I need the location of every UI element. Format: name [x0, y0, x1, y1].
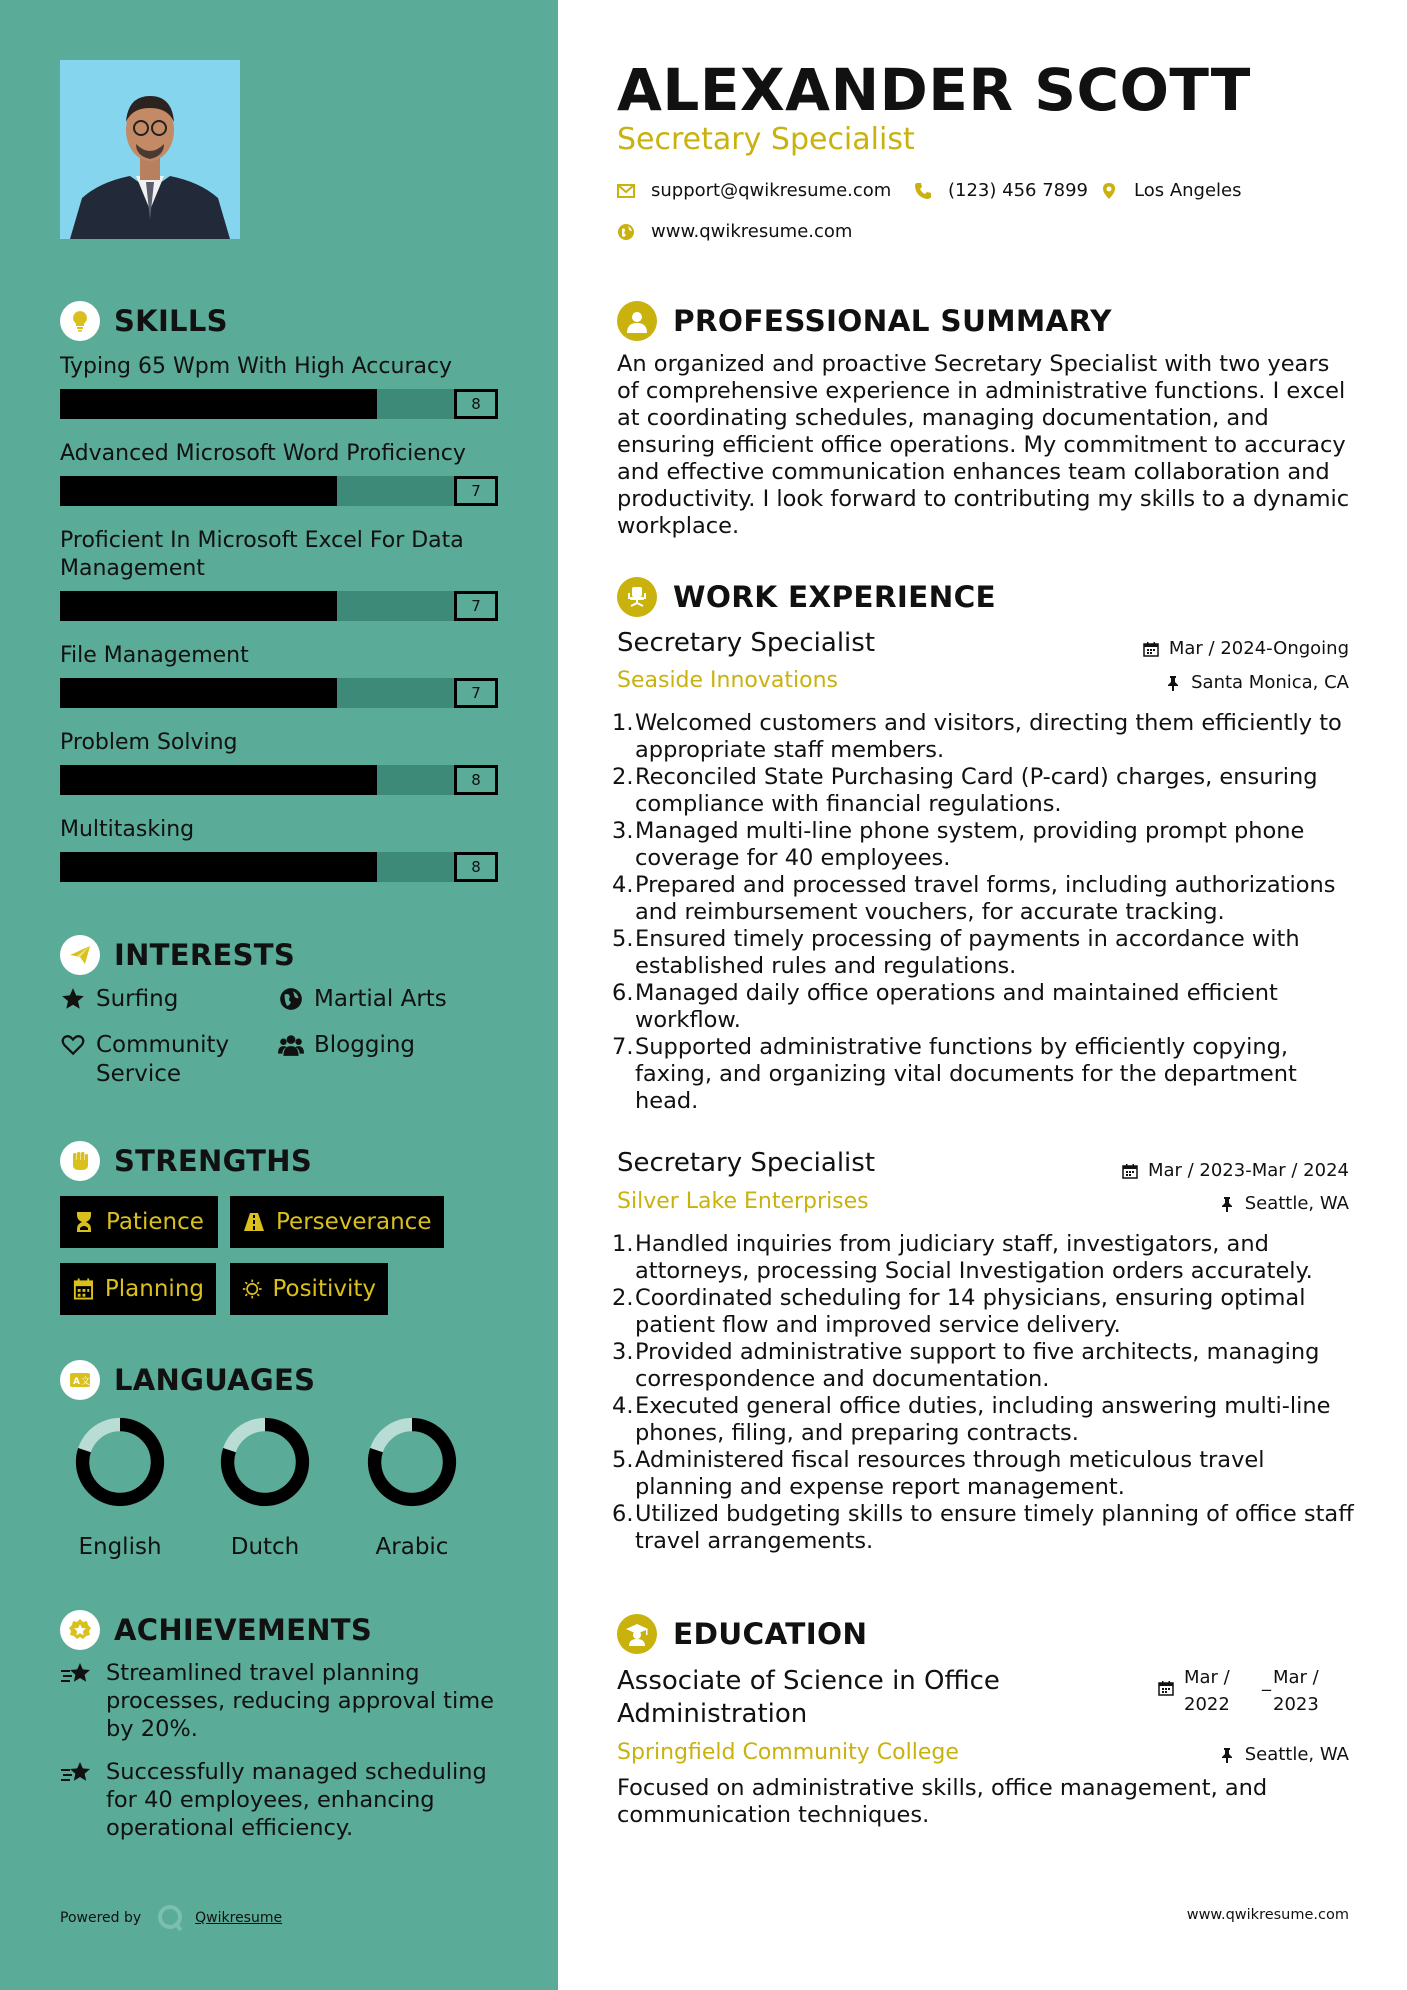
interest-label: Surfing	[96, 986, 179, 1012]
skill-bar-fill	[60, 476, 337, 506]
duty-text: Provided administrative support to five architects, managing correspondence and documentation.	[635, 1339, 1320, 1392]
duty-item: 6. Utilized budgeting skills to ensure timely planning of office staff travel arrangements.	[612, 1501, 1357, 1555]
globe-icon	[617, 223, 635, 241]
skill-item	[60, 527, 500, 621]
job-location	[1219, 1193, 1349, 1214]
skill-item	[60, 353, 500, 419]
paper-plane-icon	[60, 935, 100, 975]
contact-location	[1100, 180, 1242, 201]
lightbulb-icon	[60, 301, 100, 341]
skill-bar-fill	[60, 678, 337, 708]
star-badge-icon	[60, 1610, 100, 1650]
achievement-item	[60, 1659, 510, 1743]
skill-bar	[60, 591, 498, 621]
language-item	[200, 1414, 330, 1560]
duty-item: 6. Managed daily office operations and maintained efficient workflow.	[612, 980, 1357, 1034]
duty-item: 4. Executed general office duties, including answering multi-line phones, filing, and preparing contracts.	[612, 1393, 1357, 1447]
job-location-text: Seattle, WA	[1244, 1193, 1349, 1214]
duty-text: Administered fiscal resources through meticulous travel planning and expense report management.	[635, 1447, 1265, 1500]
summary-heading	[617, 301, 1112, 341]
phone-icon	[914, 182, 932, 200]
globe-icon	[278, 986, 304, 1012]
strength-badge	[230, 1196, 444, 1248]
user-icon	[617, 301, 657, 341]
duty-text: Reconciled State Purchasing Card (P-card) charges, ensuring compliance with financial regulations.	[635, 764, 1318, 817]
heart-outline-icon	[60, 1032, 86, 1058]
job-title: Secretary Specialist	[617, 628, 876, 658]
skill-bar-fill	[60, 389, 377, 419]
strengths-heading	[60, 1141, 312, 1181]
duty-item: 2. Reconciled State Purchasing Card (P-card) charges, ensuring compliance with financial regulations.	[612, 764, 1357, 818]
duty-item: 7. Supported administrative functions by efficiently copying, faxing, and organizing vital documents for the department head.	[612, 1034, 1357, 1115]
achievement-text: Successfully managed scheduling for 40 employees, enhancing operational efficiency.	[106, 1759, 487, 1841]
education-location	[1219, 1744, 1349, 1765]
duty-item: 1. Welcomed customers and visitors, directing them efficiently to appropriate staff members.	[612, 710, 1357, 764]
language-ring	[72, 1414, 168, 1510]
skill-bar	[60, 852, 498, 882]
job-company: Seaside Innovations	[617, 668, 838, 693]
strength-label: Positivity	[272, 1276, 376, 1302]
duty-text: Prepared and processed travel forms, including authorizations and reimbursement vouchers, for accurate tracking.	[635, 872, 1336, 925]
education-date-separator: _	[1262, 1671, 1271, 1692]
education-dates	[1158, 1664, 1323, 1718]
profile-photo-image	[60, 60, 240, 239]
language-name: English	[78, 1534, 162, 1560]
interest-label: Martial Arts	[314, 986, 447, 1012]
svg-text:A: A	[73, 1377, 80, 1387]
skill-item	[60, 440, 500, 506]
skill-score: 8	[454, 852, 498, 882]
road-icon	[242, 1210, 266, 1234]
powered-by	[60, 1903, 282, 1933]
education-heading	[617, 1614, 867, 1654]
skill-bar-fill	[60, 852, 377, 882]
job-duties	[612, 1231, 1357, 1555]
contact-phone[interactable]	[914, 180, 1088, 201]
office-chair-icon	[617, 577, 657, 617]
language-name: Dutch	[230, 1534, 300, 1560]
shooting-star-icon	[60, 1760, 92, 1788]
translate-icon	[60, 1360, 100, 1400]
skill-bar	[60, 389, 498, 419]
strength-label: Patience	[106, 1209, 204, 1235]
job-dates-text: Mar / 2023-Mar / 2024	[1147, 1160, 1349, 1181]
experience-title: WORK EXPERIENCE	[673, 580, 996, 614]
language-name: Arabic	[375, 1534, 449, 1560]
achievements-heading	[60, 1610, 372, 1650]
envelope-icon	[617, 182, 635, 200]
calendar-icon	[72, 1277, 95, 1301]
strength-badge	[60, 1196, 218, 1248]
fist-icon	[60, 1141, 100, 1181]
contact-website[interactable]	[617, 221, 852, 242]
interest-label: Blogging	[314, 1032, 416, 1058]
education-start: Mar / 2022	[1184, 1667, 1230, 1715]
hourglass-icon	[72, 1210, 96, 1234]
languages-heading	[60, 1360, 315, 1400]
skill-name: Multitasking	[60, 817, 195, 842]
contact-email[interactable]	[617, 180, 891, 201]
interest-item	[60, 985, 178, 1014]
email-text: support@qwikresume.com	[651, 180, 892, 201]
strength-badge	[60, 1263, 216, 1315]
education-location-text: Seattle, WA	[1244, 1744, 1349, 1765]
skill-score: 7	[454, 476, 498, 506]
strength-badge	[230, 1263, 388, 1315]
users-icon	[278, 1032, 304, 1058]
job-company: Silver Lake Enterprises	[617, 1189, 869, 1214]
achievement-item	[60, 1758, 510, 1842]
duty-text: Utilized budgeting skills to ensure timely planning of office staff travel arrangements.	[635, 1501, 1354, 1554]
summary-title: PROFESSIONAL SUMMARY	[673, 304, 1112, 338]
pushpin-icon	[1219, 1747, 1235, 1763]
duty-item: 5. Administered fiscal resources through meticulous travel planning and expense report management.	[612, 1447, 1357, 1501]
strengths-title: STRENGTHS	[114, 1144, 313, 1178]
interest-item	[60, 1031, 256, 1089]
job-duties	[612, 710, 1357, 1115]
candidate-name: ALEXANDER SCOTT	[617, 56, 1251, 124]
pushpin-icon	[1165, 675, 1181, 691]
skill-item	[60, 642, 500, 708]
duty-item: 5. Ensured timely processing of payments in accordance with established rules and regulations.	[612, 926, 1357, 980]
skill-bar	[60, 678, 498, 708]
duty-text: Coordinated scheduling for 14 physicians, ensuring optimal patient flow and improved service delivery.	[635, 1285, 1306, 1338]
experience-heading	[617, 577, 996, 617]
strength-label: Planning	[104, 1276, 204, 1302]
strength-label: Perseverance	[276, 1209, 432, 1235]
pushpin-icon	[1219, 1196, 1235, 1212]
graduate-icon	[617, 1614, 657, 1654]
languages-title: LANGUAGES	[114, 1363, 316, 1397]
website-text: www.qwikresume.com	[651, 221, 853, 242]
achievement-text: Streamlined travel planning processes, reducing approval time by 20%.	[106, 1660, 495, 1742]
duty-text: Welcomed customers and visitors, directing them efficiently to appropriate staff members.	[635, 710, 1342, 763]
shooting-star-icon	[60, 1661, 92, 1689]
duty-text: Ensured timely processing of payments in accordance with established rules and regulations.	[635, 926, 1300, 979]
education-title: EDUCATION	[673, 1617, 868, 1651]
skills-heading	[60, 301, 228, 341]
map-pin-icon	[1100, 182, 1118, 200]
skill-name: Typing 65 Wpm With High Accuracy	[60, 354, 453, 379]
language-ring	[364, 1414, 460, 1510]
skill-bar-fill	[60, 591, 337, 621]
interests-heading	[60, 935, 295, 975]
calendar-icon	[1143, 641, 1159, 657]
education-description: Focused on administrative skills, office management, and communication techniques.	[617, 1775, 1268, 1828]
language-item	[347, 1414, 477, 1560]
skills-title: SKILLS	[114, 304, 228, 338]
skill-score: 7	[454, 678, 498, 708]
job-dates	[1122, 1160, 1349, 1181]
duty-text: Handled inquiries from judiciary staff, investigators, and attorneys, processing Social Investigation orders accurately.	[635, 1231, 1313, 1284]
summary-text: An organized and proactive Secretary Specialist with two years of comprehensive experience in administrative functions. I excel at coordinating schedules, managing documentation, and ensuring efficient office operations. My commitment to accuracy and effective communication enhances team collaboration and productivity. I look forward to contributing my skills to a dynamic workplace.	[617, 351, 1350, 539]
interest-item	[278, 1031, 415, 1060]
duty-item: 3. Managed multi-line phone system, providing prompt phone coverage for 40 employees.	[612, 818, 1357, 872]
interests-title: INTERESTS	[114, 938, 296, 972]
duty-text: Supported administrative functions by efficiently copying, faxing, and organizing vital documents for the department head.	[635, 1034, 1297, 1114]
skill-item	[60, 729, 500, 795]
qwikresume-logo-icon	[155, 1903, 185, 1933]
candidate-role: Secretary Specialist	[617, 122, 915, 157]
calendar-icon	[1158, 1680, 1174, 1696]
duty-text: Managed multi-line phone system, providing prompt phone coverage for 40 employees.	[635, 818, 1305, 871]
duty-text: Managed daily office operations and maintained efficient workflow.	[635, 980, 1278, 1033]
achievements-title: ACHIEVEMENTS	[114, 1613, 373, 1647]
profile-photo	[60, 60, 240, 239]
duty-text: Executed general office duties, including answering multi-line phones, filing, and preparing contracts.	[635, 1393, 1331, 1446]
skill-name: File Management	[60, 643, 249, 668]
duty-item: 4. Prepared and processed travel forms, including authorizations and reimbursement vouchers, for accurate tracking.	[612, 872, 1357, 926]
job-dates-text: Mar / 2024-Ongoing	[1168, 638, 1349, 659]
skill-bar	[60, 765, 498, 795]
svg-text:文: 文	[81, 1377, 91, 1387]
footer-website[interactable]: www.qwikresume.com	[1186, 1907, 1349, 1923]
interest-item	[278, 985, 447, 1014]
education-end: Mar / 2023	[1273, 1667, 1319, 1715]
duty-item: 1. Handled inquiries from judiciary staff, investigators, and attorneys, processing Social Investigation orders accurately.	[612, 1231, 1357, 1285]
sun-icon	[242, 1277, 262, 1301]
duty-item: 3. Provided administrative support to five architects, managing correspondence and documentation.	[612, 1339, 1357, 1393]
star-icon	[60, 986, 86, 1012]
skill-score: 7	[454, 591, 498, 621]
job-title: Secretary Specialist	[617, 1148, 876, 1178]
skill-score: 8	[454, 765, 498, 795]
skill-bar-fill	[60, 765, 377, 795]
location-text: Los Angeles	[1134, 180, 1242, 201]
education-degree: Associate of Science in Office Administration	[617, 1666, 1000, 1729]
skill-name: Advanced Microsoft Word Proficiency	[60, 441, 466, 466]
qwikresume-link[interactable]: Qwikresume	[195, 1910, 283, 1926]
language-item	[55, 1414, 185, 1560]
language-ring	[217, 1414, 313, 1510]
job-location-text: Santa Monica, CA	[1191, 672, 1349, 693]
job-dates	[1143, 638, 1349, 659]
phone-text: (123) 456 7899	[948, 180, 1089, 201]
interest-label: Community Service	[96, 1032, 230, 1087]
skill-name: Problem Solving	[60, 730, 238, 755]
skill-bar	[60, 476, 498, 506]
education-school: Springfield Community College	[617, 1740, 959, 1765]
job-location	[1165, 672, 1349, 693]
duty-item: 2. Coordinated scheduling for 14 physicians, ensuring optimal patient flow and improved service delivery.	[612, 1285, 1357, 1339]
skill-item	[60, 816, 500, 882]
powered-by-label: Powered by	[60, 1910, 142, 1926]
skill-name: Proficient In Microsoft Excel For Data Management	[60, 528, 464, 581]
calendar-icon	[1122, 1163, 1138, 1179]
skill-score: 8	[454, 389, 498, 419]
sidebar	[0, 0, 558, 1990]
